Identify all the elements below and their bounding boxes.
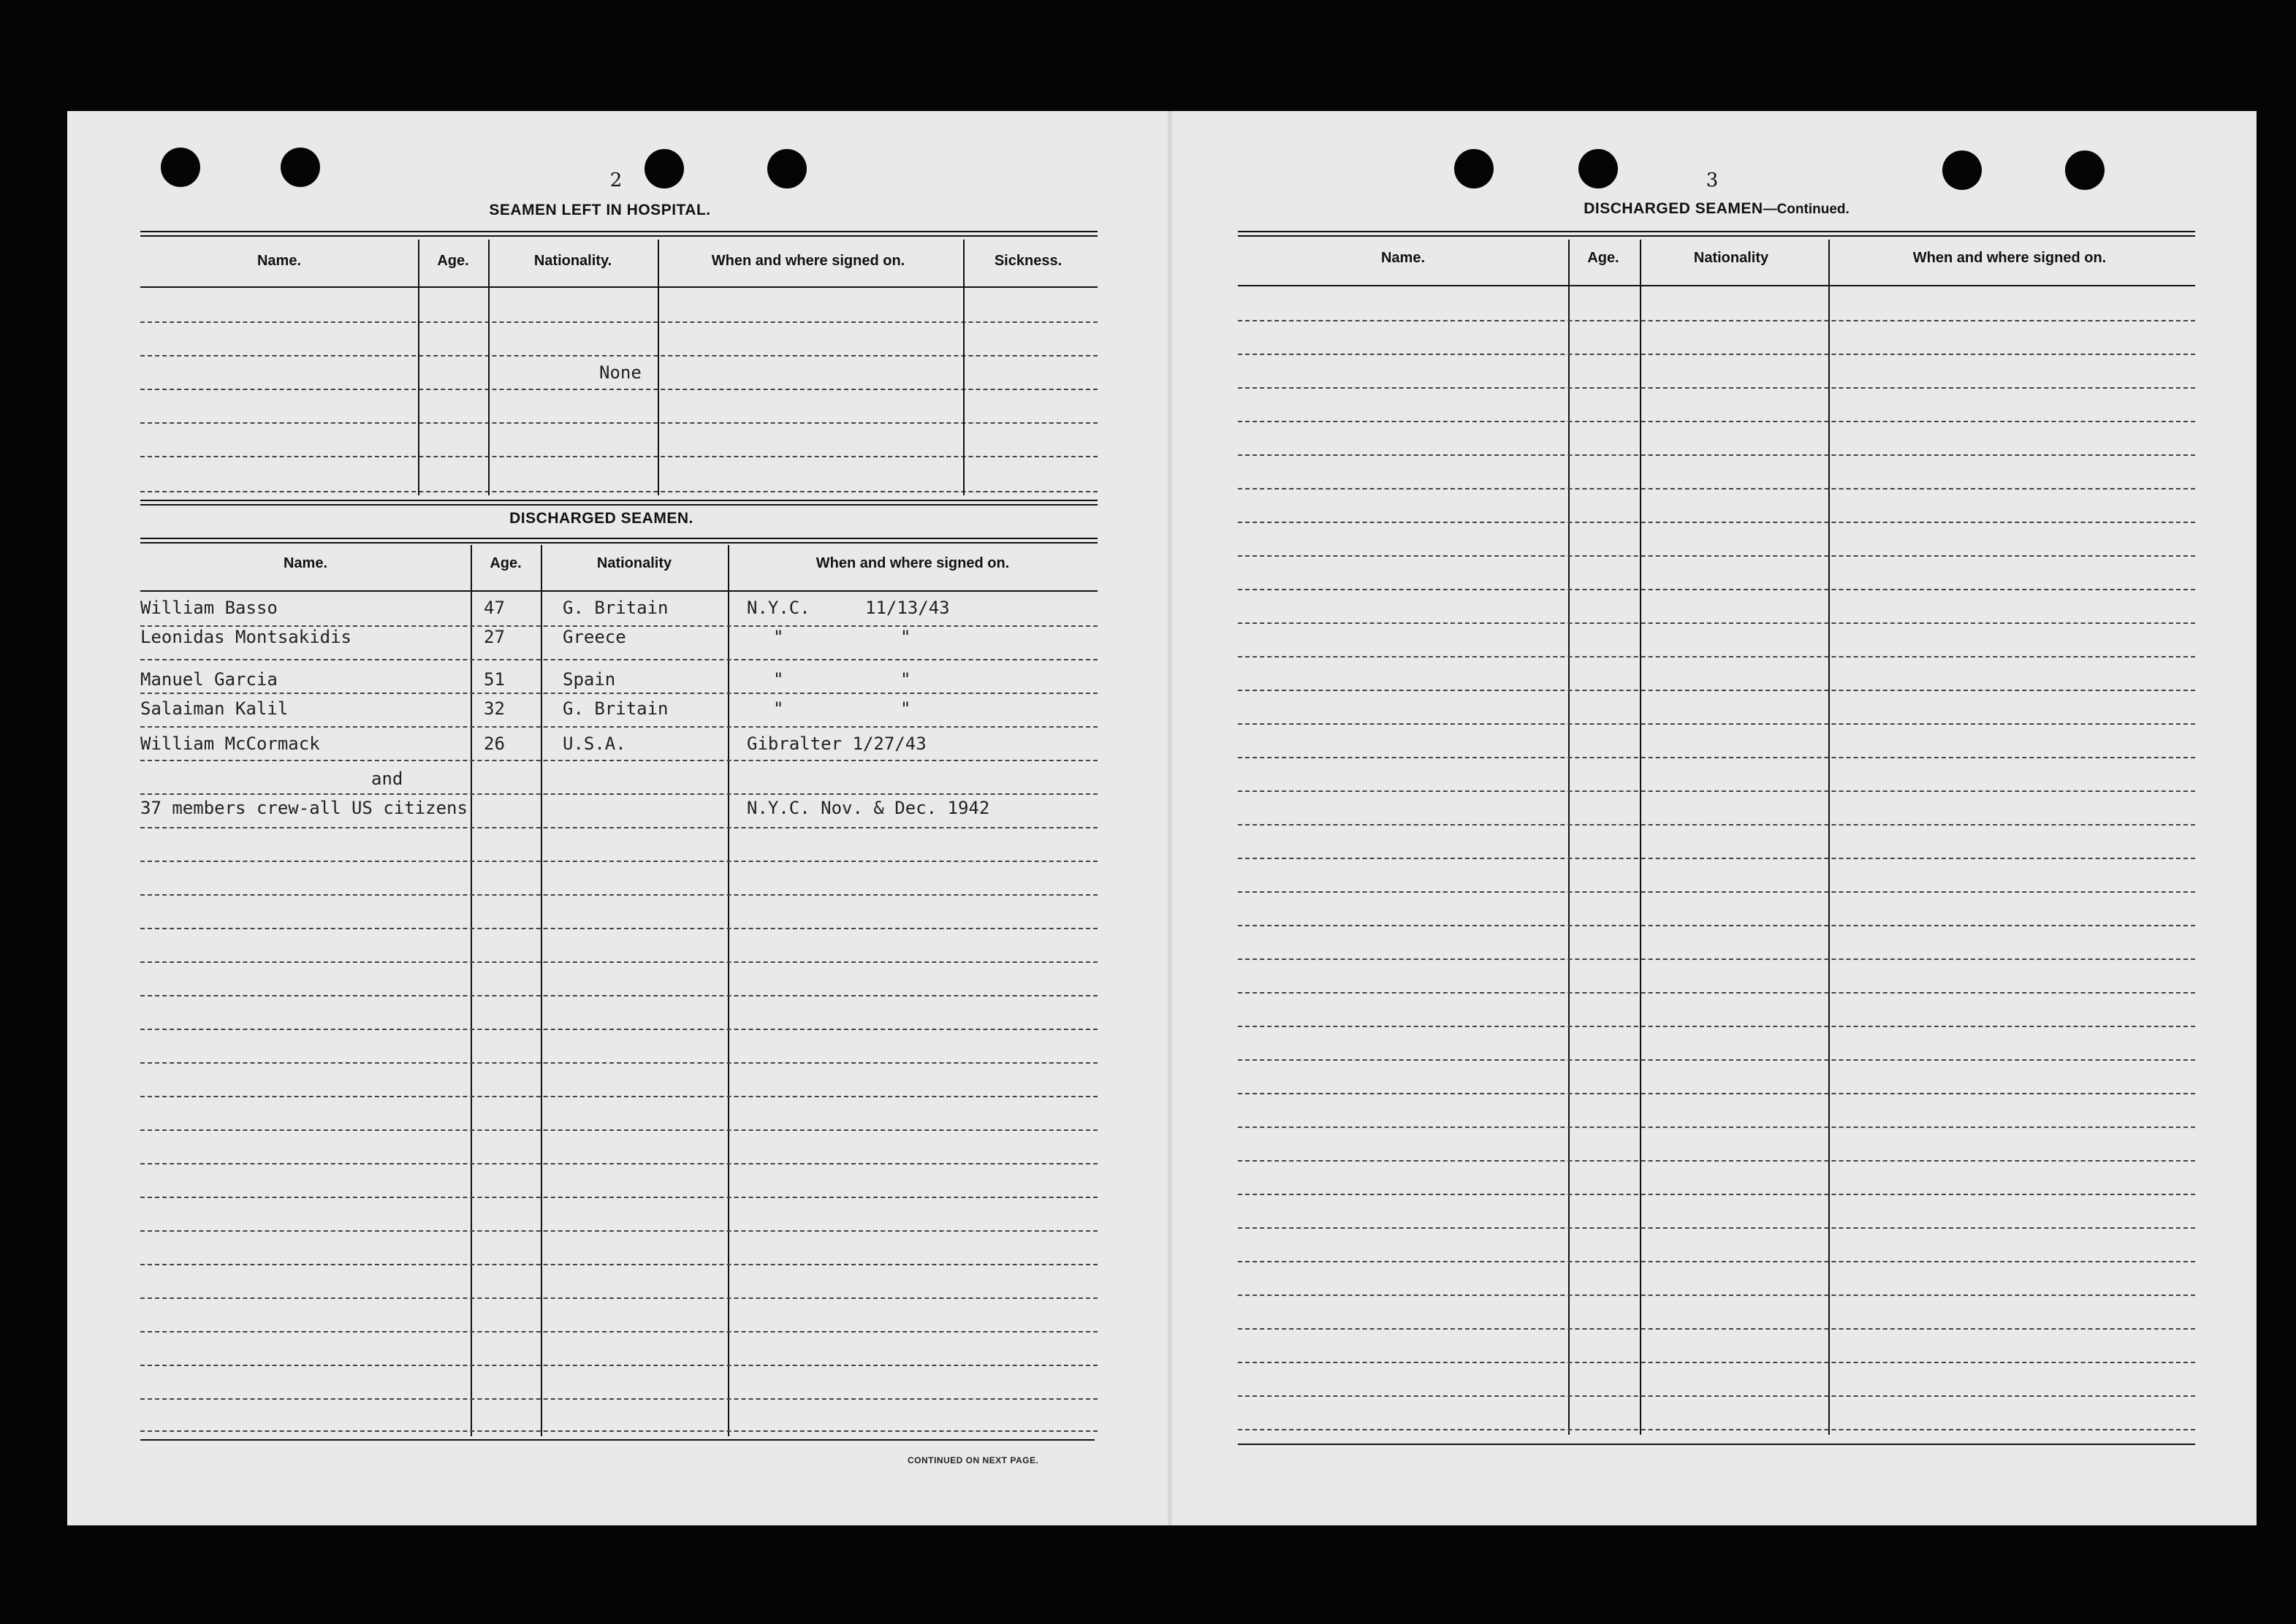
row-line	[1238, 589, 2195, 590]
row-line	[140, 1062, 1098, 1064]
row-line	[1238, 320, 2195, 321]
row-line	[1238, 1227, 2195, 1229]
crew-signed: N.Y.C. Nov. & Dec. 1942	[747, 798, 990, 818]
row-line	[140, 995, 1098, 996]
signed-place: "	[773, 698, 784, 719]
and-text: and	[371, 769, 403, 789]
row-line	[1238, 387, 2195, 389]
row-line	[140, 389, 1098, 390]
row-line	[1238, 656, 2195, 657]
row-line	[1238, 858, 2195, 859]
col-nationality: Nationality	[596, 555, 672, 571]
seaman-age: 32	[484, 698, 505, 719]
col-divider	[471, 545, 472, 1436]
row-line	[1238, 1395, 2195, 1397]
row-line	[1238, 1194, 2195, 1195]
col-divider	[541, 545, 542, 1436]
col-name: Name.	[256, 253, 302, 269]
row-line	[1238, 1059, 2195, 1061]
hospital-none: None	[599, 362, 642, 383]
row-line	[1238, 891, 2195, 893]
page-fold	[1168, 111, 1172, 1525]
row-line	[140, 659, 1098, 660]
row-line	[1238, 723, 2195, 725]
row-line	[1238, 824, 2195, 826]
signed-place: "	[773, 627, 784, 647]
hospital-heading: SEAMEN LEFT IN HOSPITAL.	[489, 202, 711, 218]
signed-place: N.Y.C.	[747, 598, 810, 618]
row-line	[1238, 488, 2195, 489]
seaman-age: 47	[484, 598, 505, 618]
row-line	[1238, 1362, 2195, 1363]
row-line	[1238, 454, 2195, 456]
row-line	[140, 793, 1098, 795]
seaman-nationality: Spain	[563, 669, 616, 690]
row-line	[1238, 421, 2195, 422]
signed-date: "	[900, 627, 911, 647]
row-line	[1238, 958, 2195, 960]
row-line	[140, 827, 1098, 828]
page-number: 3	[1706, 169, 1719, 191]
col-divider	[418, 240, 419, 495]
seaman-nationality: G. Britain	[563, 598, 669, 618]
row-line	[140, 1331, 1098, 1333]
right-header-rule	[1238, 285, 2195, 286]
row-line	[1238, 790, 2195, 792]
row-line	[140, 1297, 1098, 1299]
col-divider	[1640, 240, 1641, 1435]
row-line	[1238, 1429, 2195, 1430]
row-line	[1238, 1126, 2195, 1128]
row-line	[1238, 690, 2195, 691]
seaman-age: 26	[484, 733, 505, 754]
page-number: 2	[609, 169, 623, 191]
left-page	[140, 111, 1098, 1525]
row-line	[1238, 1093, 2195, 1094]
row-line	[140, 1197, 1098, 1198]
crew-text: 37 members crew-all US citizens	[140, 798, 468, 818]
row-line	[1238, 354, 2195, 355]
discharged-heading: DISCHARGED SEAMEN.	[509, 510, 693, 527]
row-line	[140, 355, 1098, 357]
row-line	[140, 1163, 1098, 1164]
col-nationality: Nationality.	[533, 253, 612, 269]
row-line	[1238, 1295, 2195, 1296]
signed-date: 11/13/43	[865, 598, 950, 618]
right-page	[1238, 111, 2195, 1525]
row-line	[140, 1096, 1098, 1097]
row-line	[140, 928, 1098, 929]
hospital-top-rule	[140, 231, 1098, 237]
seaman-name: Salaiman Kalil	[140, 698, 289, 719]
row-line	[140, 1430, 1098, 1432]
row-line	[140, 422, 1098, 424]
discharged-header-rule	[140, 590, 1098, 592]
row-line	[140, 726, 1098, 728]
row-line	[1238, 1328, 2195, 1330]
row-line	[140, 456, 1098, 457]
col-divider	[1568, 240, 1570, 1435]
seaman-nationality: U.S.A.	[563, 733, 626, 754]
seaman-age: 51	[484, 669, 505, 690]
col-divider	[963, 240, 965, 495]
discharged-bottom-rule	[140, 1439, 1095, 1441]
col-signed-on: When and where signed on.	[816, 555, 1010, 571]
col-name: Name.	[283, 555, 328, 571]
discharged-mid-rule	[140, 538, 1098, 544]
signed-place: "	[773, 669, 784, 690]
col-name: Name.	[1380, 250, 1426, 266]
signed-date: "	[900, 669, 911, 690]
row-line	[1238, 1160, 2195, 1162]
seaman-nationality: G. Britain	[563, 698, 669, 719]
col-divider	[1828, 240, 1830, 1435]
continued-footer: CONTINUED ON NEXT PAGE.	[908, 1455, 1039, 1465]
row-line	[140, 1365, 1098, 1366]
seaman-name: William Basso	[140, 598, 278, 618]
row-line	[1238, 1026, 2195, 1027]
col-divider	[658, 240, 659, 495]
row-line	[1238, 1261, 2195, 1262]
right-top-rule	[1238, 231, 2195, 237]
heading-continued: —Continued.	[1763, 202, 1850, 217]
row-line	[1238, 925, 2195, 926]
discharged-top-rule	[140, 500, 1098, 506]
col-divider	[488, 240, 490, 495]
col-age: Age.	[437, 253, 469, 269]
row-line	[140, 760, 1098, 761]
col-divider	[728, 545, 729, 1436]
right-bottom-rule	[1238, 1444, 2195, 1445]
seaman-name: Manuel Garcia	[140, 669, 278, 690]
row-line	[1238, 992, 2195, 994]
heading-main: DISCHARGED SEAMEN	[1584, 200, 1763, 217]
row-line	[140, 961, 1098, 963]
col-signed-on: When and where signed on.	[1912, 250, 2107, 266]
row-line	[140, 1230, 1098, 1232]
row-line	[140, 894, 1098, 896]
continued-heading	[1238, 200, 2195, 218]
row-line	[140, 1264, 1098, 1265]
signed-place: Gibralter 1/27/43	[747, 733, 927, 754]
row-line	[140, 1029, 1098, 1030]
col-age: Age.	[490, 555, 522, 571]
col-age: Age.	[1587, 250, 1619, 266]
row-line	[140, 321, 1098, 323]
seaman-age: 27	[484, 627, 505, 647]
col-nationality: Nationality	[1693, 250, 1769, 266]
row-line	[140, 491, 1098, 492]
row-line	[140, 861, 1098, 862]
col-sickness: Sickness.	[994, 253, 1063, 269]
signed-date: "	[900, 698, 911, 719]
col-signed-on: When and where signed on.	[711, 253, 905, 269]
seaman-nationality: Greece	[563, 627, 626, 647]
row-line	[1238, 522, 2195, 523]
row-line	[1238, 757, 2195, 758]
row-line	[1238, 555, 2195, 557]
seaman-name: Leonidas Montsakidis	[140, 627, 351, 647]
row-line	[140, 1398, 1098, 1400]
row-line	[140, 1129, 1098, 1131]
row-line	[1238, 622, 2195, 624]
row-line	[140, 693, 1098, 694]
seaman-name: William McCormack	[140, 733, 320, 754]
hospital-header-rule	[140, 286, 1098, 288]
